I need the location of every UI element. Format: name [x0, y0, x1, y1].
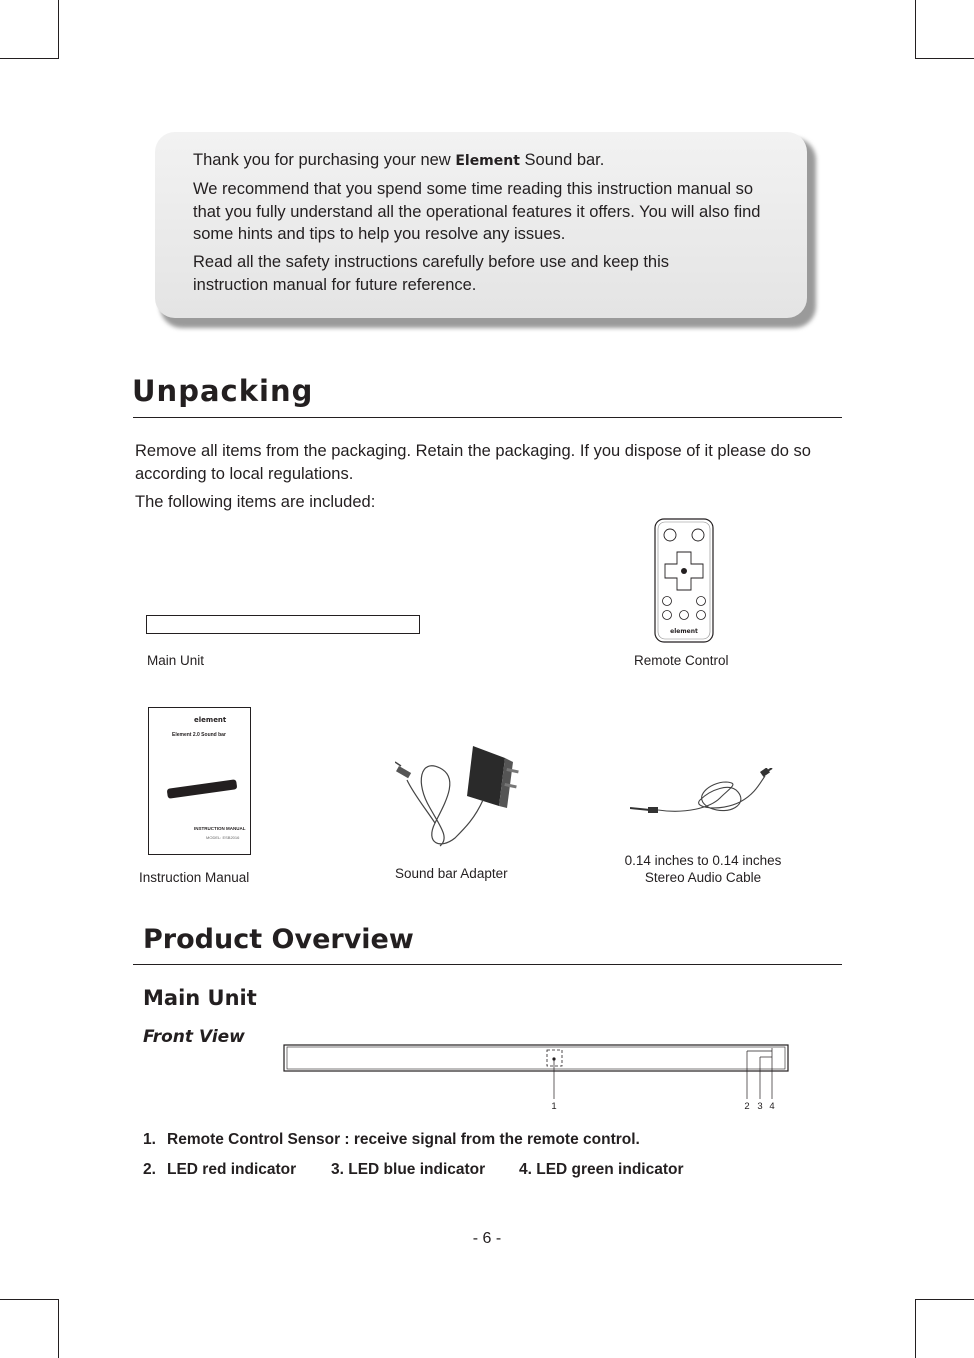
- legend-item-1: 1. Remote Control Sensor : receive signal from the remote control.: [143, 1131, 640, 1148]
- front-view-label: Front View: [143, 1027, 245, 1047]
- crop-mark: [915, 1299, 974, 1300]
- adapter-caption: Sound bar Adapter: [395, 866, 508, 881]
- remote-control-image: [650, 515, 718, 647]
- legend-item-2-4: 2. LED red indicator 3. LED blue indicator 4. LED green indicator: [143, 1161, 684, 1178]
- product-overview-heading: Product Overview: [143, 924, 414, 955]
- unpacking-heading: Unpacking: [132, 374, 314, 408]
- instruction-manual-image: [148, 707, 251, 855]
- divider: [133, 964, 842, 965]
- cable-caption-line1: 0.14 inches to 0.14 inches: [624, 853, 782, 868]
- page-number: - 6 -: [472, 1230, 502, 1247]
- intro-recommend: We recommend that you spend some time reading this instruction manual so that you fully understand all the operational features it offers. You will also find some hints and tips to help you resolve any issues.: [193, 180, 761, 243]
- divider: [133, 417, 842, 418]
- callout-4: 4: [769, 1101, 775, 1112]
- main-unit-caption: Main Unit: [147, 653, 205, 668]
- manual-model: MODEL: ESB2016: [206, 835, 240, 840]
- front-view-diagram: [282, 1042, 792, 1114]
- crop-mark: [915, 0, 916, 59]
- brand-name: Element: [455, 153, 520, 169]
- crop-mark: [0, 1299, 59, 1300]
- manual-title: Element 2.0 Sound bar: [172, 732, 226, 738]
- unpacking-instructions: Remove all items from the packaging. Retain the packaging. If you dispose of it please do so according to local regulations.: [135, 442, 811, 483]
- intro-safety: Read all the safety instructions carefully before use and keep this instruction manual for future reference.: [193, 253, 670, 294]
- intro-thanks: Thank you for purchasing your new Element Sound bar.: [193, 151, 605, 169]
- crop-mark: [58, 1299, 59, 1358]
- remote-control-caption: Remote Control: [634, 653, 729, 668]
- manual-brand: element: [194, 716, 227, 724]
- adapter-image: [395, 738, 530, 850]
- callout-3: 3: [757, 1101, 763, 1112]
- crop-mark: [58, 0, 59, 59]
- instruction-manual-caption: Instruction Manual: [139, 870, 250, 885]
- crop-mark: [0, 58, 59, 59]
- manual-subtitle: INSTRUCTION MANUAL: [194, 826, 246, 831]
- included-items-intro: The following items are included:: [135, 493, 376, 511]
- audio-cable-image: [630, 768, 775, 820]
- remote-brand: element: [670, 628, 698, 635]
- crop-mark: [915, 1299, 916, 1358]
- callout-2: 2: [744, 1101, 750, 1112]
- main-unit-image: [146, 615, 420, 634]
- soundbar-picture: [167, 779, 238, 799]
- callout-1: 1: [551, 1101, 557, 1112]
- crop-mark: [915, 58, 974, 59]
- main-unit-heading: Main Unit: [143, 986, 257, 1010]
- cable-caption-line2: Stereo Audio Cable: [644, 870, 762, 885]
- audio-cable-caption: [604, 852, 802, 886]
